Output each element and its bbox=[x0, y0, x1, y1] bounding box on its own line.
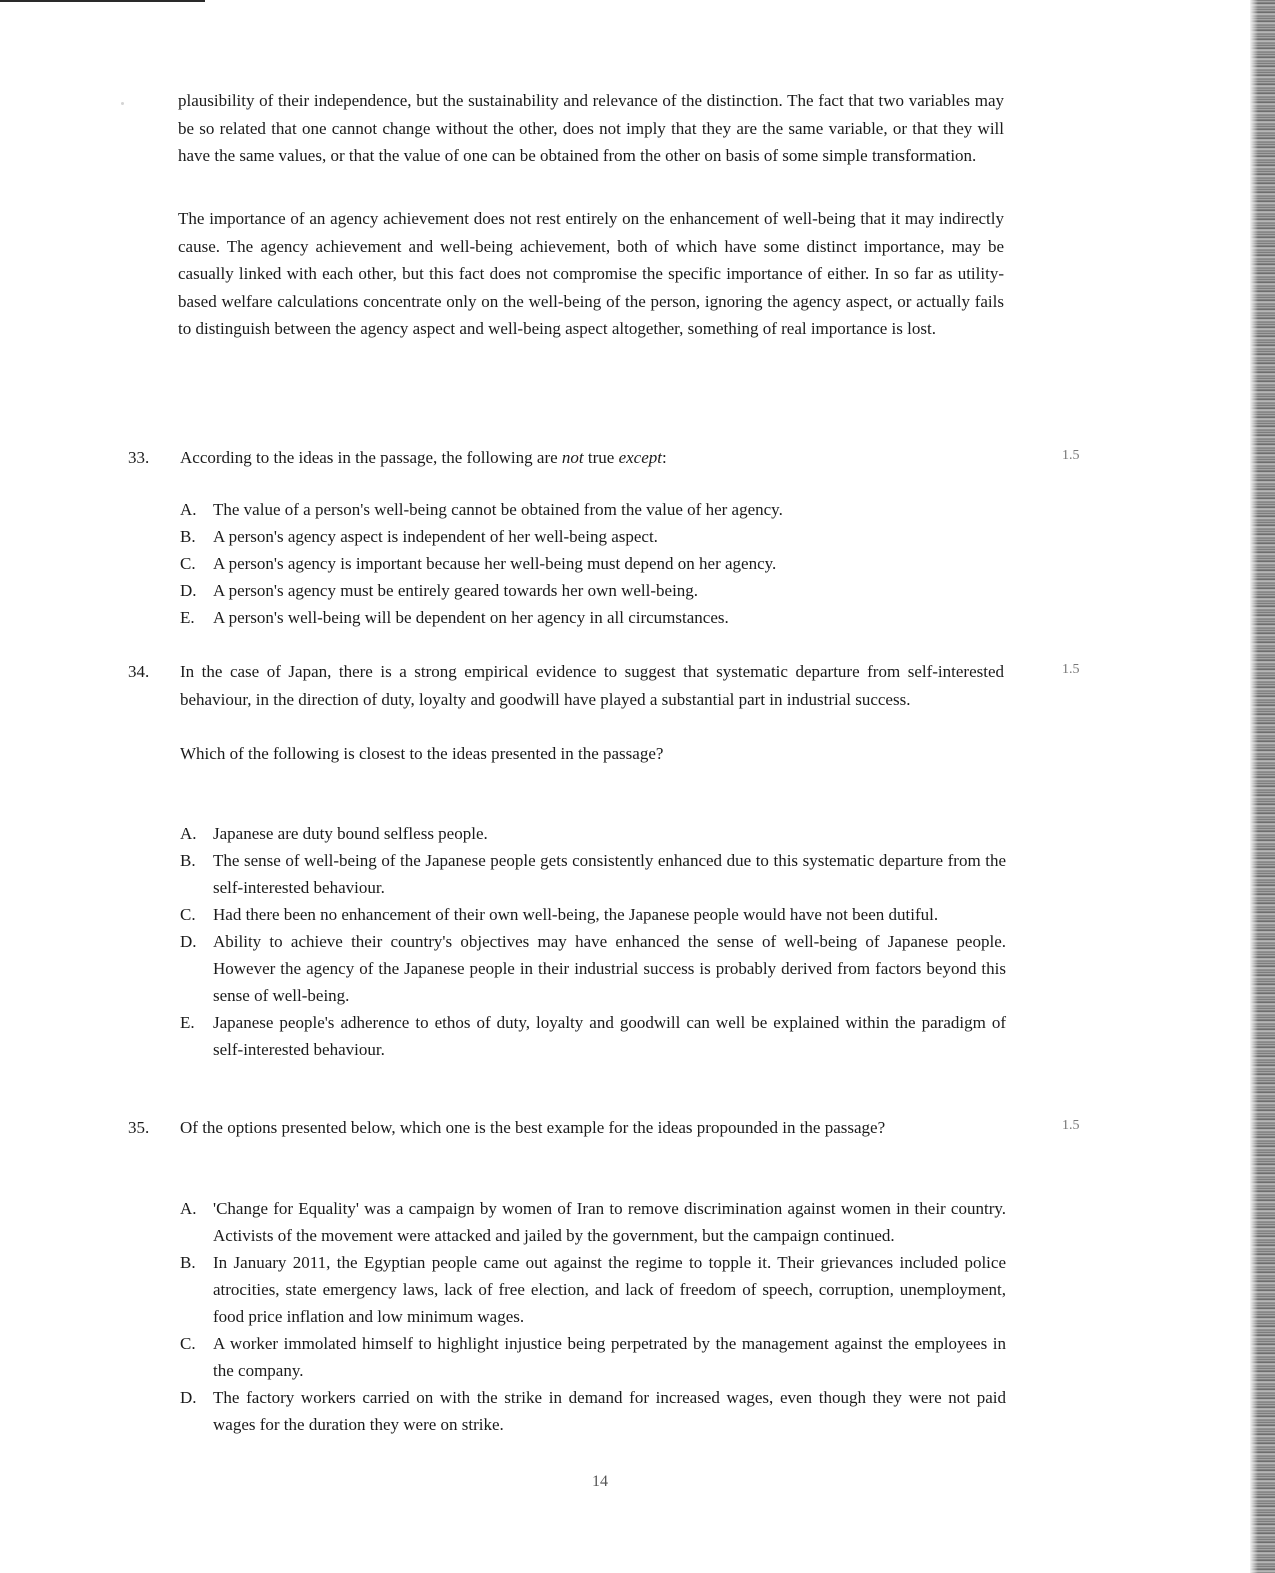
option-text: The sense of well-being of the Japanese people gets consistently enhanced due to this systematic departure from the self-interested behaviour. bbox=[213, 851, 1006, 897]
option-list-item bbox=[180, 901, 1006, 928]
question-33-prompt-except: except bbox=[618, 448, 662, 467]
question-34-number: 34. bbox=[128, 662, 150, 681]
option-list-item bbox=[180, 1330, 1006, 1384]
option-list-item bbox=[180, 523, 1006, 550]
option-text: Japanese are duty bound selfless people. bbox=[213, 824, 488, 843]
question-34-marks: 1.5 bbox=[1062, 662, 1080, 677]
question-33-options bbox=[180, 496, 1006, 631]
scan-border-top bbox=[0, 0, 205, 2]
option-letter: B. bbox=[180, 527, 196, 546]
option-text: 'Change for Equality' was a campaign by women of Iran to remove discrimination against women in their country. Activists of the movement were attacked and jailed by the government, but the campaign continued. bbox=[213, 1199, 1006, 1245]
question-33-number: 33. bbox=[128, 448, 150, 467]
option-list-item bbox=[180, 577, 1006, 604]
question-35-options bbox=[180, 1195, 1006, 1438]
question-35-prompt: Of the options presented below, which one is the best example for the ideas propounded in the passage? bbox=[180, 1118, 886, 1137]
option-text: Ability to achieve their country's objectives may have enhanced the sense of well-being of Japanese people. However the agency of the Japanese people in their industrial success is probably derived from factors beyond this sense of well-being. bbox=[213, 932, 1006, 1005]
option-letter: D. bbox=[180, 581, 197, 600]
option-letter: A. bbox=[180, 1199, 197, 1218]
option-text: In January 2011, the Egyptian people came out against the regime to topple it. Their grievances included police atrocities, state emergency laws, lack of free election, and lack of freedom of speech, corruption, unemployment, food price inflation and low minimum wages. bbox=[213, 1253, 1006, 1326]
option-list-item bbox=[180, 928, 1006, 1009]
question-33-marks: 1.5 bbox=[1062, 448, 1080, 463]
question-35-marks: 1.5 bbox=[1062, 1118, 1080, 1133]
option-list-item bbox=[180, 496, 1006, 523]
question-33-prompt-not: not bbox=[561, 448, 584, 467]
option-text: The value of a person's well-being cannot be obtained from the value of her agency. bbox=[213, 500, 783, 519]
option-text: A person's well-being will be dependent on her agency in all circumstances. bbox=[213, 608, 729, 627]
scan-border-right bbox=[1250, 0, 1275, 1573]
option-letter: B. bbox=[180, 851, 196, 870]
question-34-sub-prompt: Which of the following is closest to the ideas presented in the passage? bbox=[180, 744, 664, 763]
option-list-item bbox=[180, 1009, 1006, 1063]
option-letter: E. bbox=[180, 1013, 195, 1032]
question-33-prompt-middle: true bbox=[583, 448, 619, 467]
option-letter: C. bbox=[180, 905, 196, 924]
option-letter: D. bbox=[180, 1388, 197, 1407]
question-35-number: 35. bbox=[128, 1118, 150, 1137]
option-list-item bbox=[180, 604, 1006, 631]
option-letter: C. bbox=[180, 554, 196, 573]
option-text: A person's agency is important because her well-being must depend on her agency. bbox=[213, 554, 777, 573]
question-34-prompt: In the case of Japan, there is a strong empirical evidence to suggest that systematic departure from self-interested behaviour, in the direction of duty, loyalty and goodwill have played a substantial part in industrial success. bbox=[180, 662, 1004, 709]
question-33-prompt bbox=[180, 444, 1004, 472]
question-33-prompt-start: According to the ideas in the passage, the following are bbox=[180, 448, 562, 467]
option-list-item bbox=[180, 1384, 1006, 1438]
option-list-item bbox=[180, 1195, 1006, 1249]
option-text: A person's agency aspect is independent of her well-being aspect. bbox=[213, 527, 658, 546]
question-34-options bbox=[180, 820, 1006, 1063]
option-text: A person's agency must be entirely geared towards her own well-being. bbox=[213, 581, 699, 600]
scan-speck bbox=[121, 102, 124, 105]
passage-paragraph-2: The importance of an agency achievement does not rest entirely on the enhancement of well-being that it may indirectly cause. The agency achievement and well-being achievement, both of which have some distinct importance, may be casually linked with each other, but this fact does not compromise the specific importance of either. In so far as utility-based welfare calculations concentrate only on the well-being of the person, ignoring the agency aspect, or actually fails to distinguish between the agency aspect and well-being aspect altogether, something of real importance is lost. bbox=[178, 209, 1004, 338]
option-text: Had there been no enhancement of their own well-being, the Japanese people would have not been dutiful. bbox=[213, 905, 939, 924]
option-list-item bbox=[180, 1249, 1006, 1330]
option-letter: A. bbox=[180, 824, 197, 843]
option-text: A worker immolated himself to highlight injustice being perpetrated by the management against the employees in the company. bbox=[213, 1334, 1006, 1380]
passage-paragraph-1: plausibility of their independence, but the sustainability and relevance of the distinction. The fact that two variables may be so related that one cannot change without the other, does not imply that they are the same variable, or that they will have the same values, or that the value of one can be obtained from the other on basis of some simple transformation. bbox=[178, 91, 1004, 165]
option-text: The factory workers carried on with the strike in demand for increased wages, even though they were not paid wages for the duration they were on strike. bbox=[213, 1388, 1006, 1434]
option-list-item bbox=[180, 820, 1006, 847]
option-letter: D. bbox=[180, 932, 197, 951]
page-number: 14 bbox=[592, 1473, 608, 1490]
option-letter: C. bbox=[180, 1334, 196, 1353]
question-33-prompt-end: : bbox=[662, 448, 667, 467]
option-letter: A. bbox=[180, 500, 197, 519]
option-letter: B. bbox=[180, 1253, 196, 1272]
option-text: Japanese people's adherence to ethos of duty, loyalty and goodwill can well be explained within the paradigm of self-interested behaviour. bbox=[213, 1013, 1006, 1059]
option-list-item bbox=[180, 847, 1006, 901]
option-letter: E. bbox=[180, 608, 195, 627]
option-list-item bbox=[180, 550, 1006, 577]
